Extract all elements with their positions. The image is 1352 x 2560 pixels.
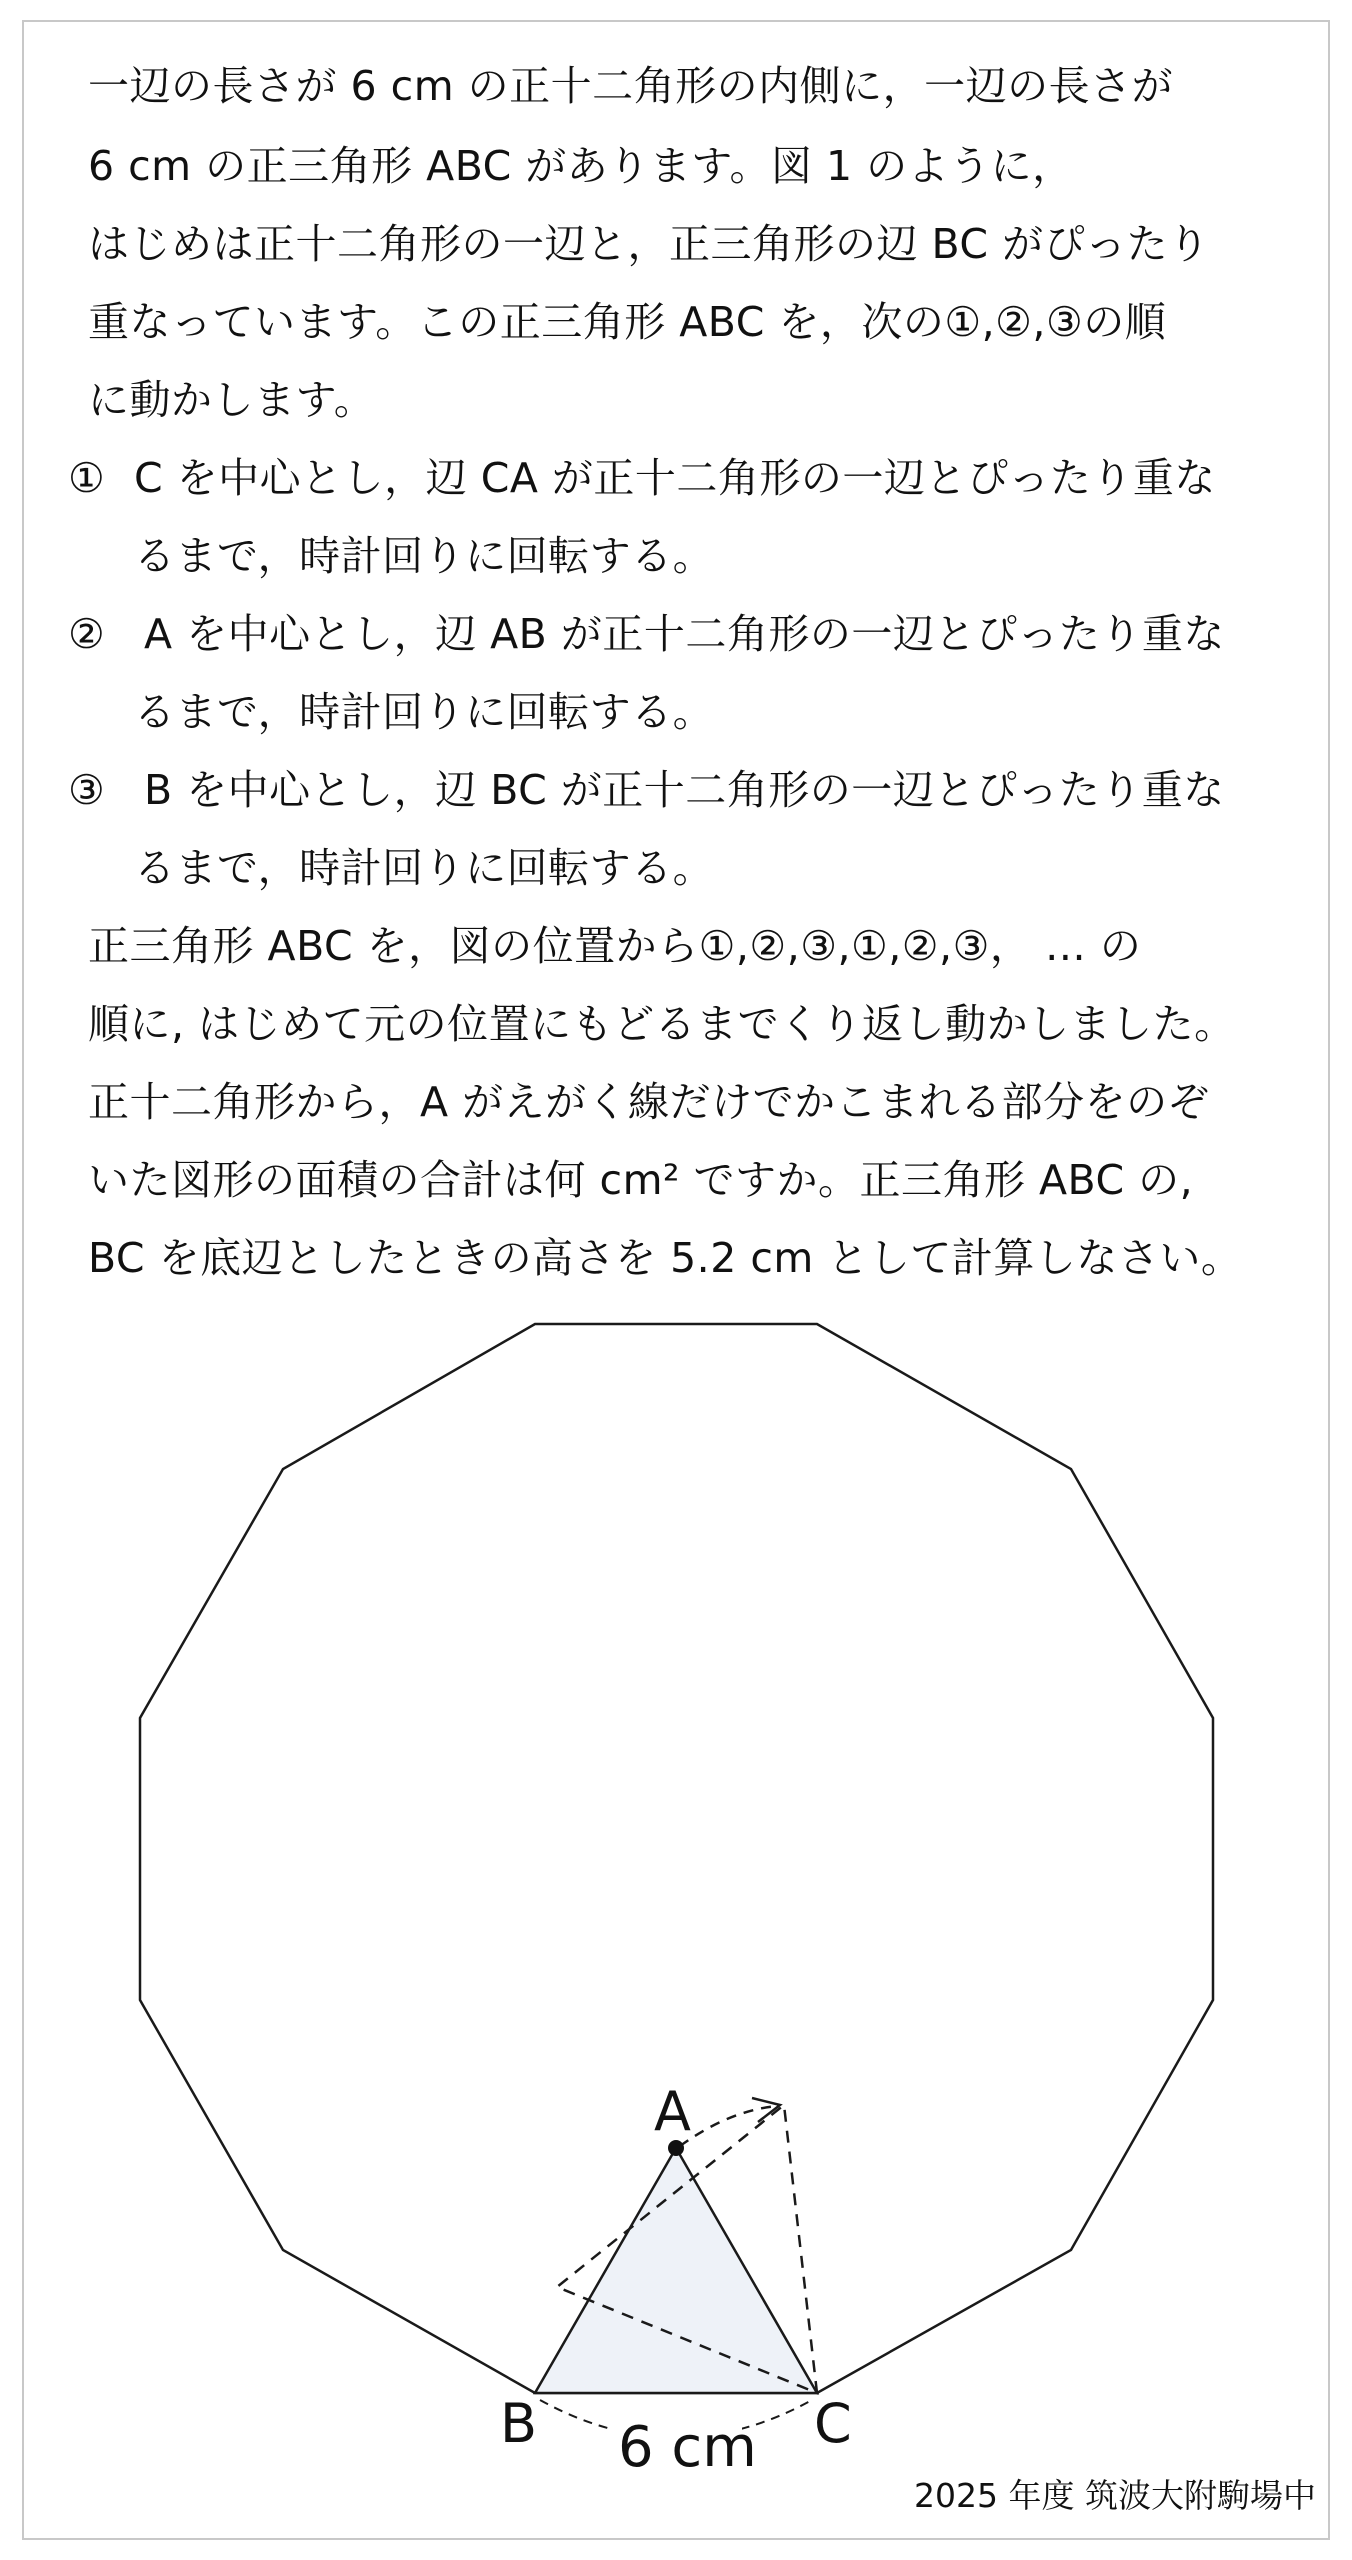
label-b: B [500,2392,538,2455]
intro-line-2: 6 cm の正三角形 ABC があります。図 1 のように， [88,142,1074,190]
label-c: C [814,2392,852,2455]
question-line-5: BC を底辺としたときの高さを 5.2 cm として計算しなさい。 [88,1234,1243,1282]
step-3-line-2: るまで，時計回りに回転する。 [134,844,715,892]
source-footer: 2025 年度 筑波大附駒場中 [914,2476,1316,2515]
intro-line-1: 一辺の長さが 6 cm の正十二角形の内側に，一辺の長さが [88,62,1174,110]
intro-line-4: 重なっています。この正三角形 ABC を，次の①,②,③の順 [88,298,1167,346]
question-line-4: いた図形の面積の合計は何 cm² ですか。正三角形 ABC の, [88,1156,1194,1204]
a-arc-path [680,2106,778,2146]
step-3-line-1: B を中心とし，辺 BC が正十二角形の一辺とぴったり重な [144,766,1225,814]
step-2-line-2: るまで，時計回りに回転する。 [134,688,715,736]
step-1-number: ① [68,454,105,502]
step-3-number: ③ [68,766,105,814]
question-line-2: 順に, はじめて元の位置にもどるまでくり返し動かしました。 [88,1000,1236,1048]
step-2-number: ② [68,610,105,658]
question-line-3: 正十二角形から，A がえがく線だけでかこまれる部分をのぞ [88,1078,1210,1126]
dimension-label: 6 cm [618,2415,757,2480]
question-line-1: 正三角形 ABC を，図の位置から①,②,③,①,②,③， … の [88,922,1142,970]
step-2-line-1: A を中心とし，辺 AB が正十二角形の一辺とぴったり重な [144,610,1225,658]
step-1-line-2: るまで，時計回りに回転する。 [134,532,715,580]
label-a: A [654,2080,691,2143]
intro-line-3: はじめは正十二角形の一辺と，正三角形の辺 BC がぴったり [88,220,1210,268]
intro-line-5: に動かします。 [88,376,376,424]
step-1-line-1: C を中心とし，辺 CA が正十二角形の一辺とぴったり重な [134,454,1216,502]
